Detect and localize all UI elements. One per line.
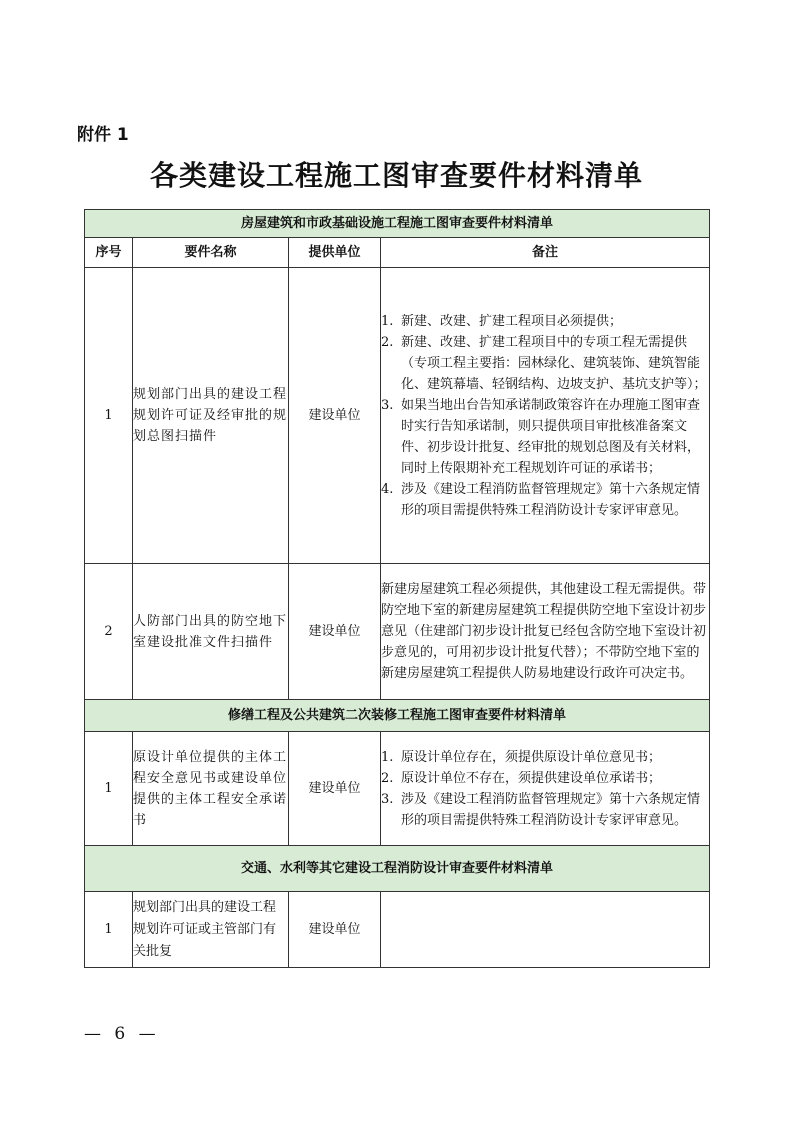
remark-item: 1. 新建、改建、扩建工程项目必须提供；: [381, 313, 623, 329]
table-row: [85, 732, 710, 846]
col-header-unit: 提供单位: [289, 238, 381, 268]
document-title: 各类建设工程施工图审查要件材料清单: [149, 159, 643, 192]
remarks-cell: [381, 892, 710, 968]
provider-unit: 建设单位: [289, 732, 381, 846]
remark-item: 3. 涉及《建设工程消防监督管理规定》第十六条规定情形的项目需提供特殊工程消防设计专家评审意见。: [381, 791, 701, 828]
provider-unit: 建设单位: [289, 268, 381, 564]
remark-item: 3. 如果当地出台告知承诺制政策容许在办理施工图审查时实行告知承诺制，则只提供项目审批核准备案文件、初步设计批复、经审批的规划总图及有关材料，同时上传限期补充工程规划许可证的承诺书；: [381, 397, 701, 476]
row-number: 1: [85, 268, 133, 564]
section-title: 房屋建筑和市政基础设施工程施工图审查要件材料清单: [85, 210, 710, 238]
requirement-name: 规划部门出具的建设工程规划许可证或主管部门有关批复: [133, 892, 289, 968]
page-number: — 6 —: [84, 1024, 160, 1044]
row-number: 1: [85, 892, 133, 968]
col-header-note: 备注: [381, 238, 710, 268]
column-header-row: [85, 238, 710, 268]
table-row: [85, 564, 710, 700]
table-row: [85, 268, 710, 564]
remarks-cell: [381, 564, 710, 700]
section-title: 交通、水利等其它建设工程消防设计审查要件材料清单: [85, 846, 710, 892]
remark-item: 2. 原设计单位不存在，须提供建设单位承诺书；: [381, 770, 662, 786]
remark-item: 1. 原设计单位存在，须提供原设计单位意见书；: [381, 749, 662, 765]
remark-text: 新建房屋建筑工程必须提供，其他建设工程无需提供。带防空地下室的新建房屋建筑工程提供防空地下室设计初步意见（住建部门初步设计批复已经包含防空地下室设计初步意见的，可用初步设计批复代替）；不带防空地下室的新建房屋建筑工程提供人防易地建设行政许可决定书。: [381, 582, 707, 681]
requirements-table: [84, 209, 710, 968]
remarks-cell: [381, 732, 710, 846]
remarks-list: [381, 311, 709, 521]
table-row: [85, 892, 710, 968]
requirement-name: 规划部门出具的建设工程规划许可证及经审批的规划总图扫描件: [133, 268, 289, 564]
section-title: 修缮工程及公共建筑二次装修工程施工图审查要件材料清单: [85, 700, 710, 732]
section-header-renovation: [85, 700, 710, 732]
section-header-building: [85, 210, 710, 238]
col-header-num: 序号: [85, 238, 133, 268]
remark-item: 4. 涉及《建设工程消防监督管理规定》第十六条规定情形的项目需提供特殊工程消防设计专家评审意见。: [381, 481, 701, 518]
provider-unit: 建设单位: [289, 892, 381, 968]
remarks-cell: [381, 268, 710, 564]
remarks-list: [381, 747, 709, 831]
provider-unit: 建设单位: [289, 564, 381, 700]
attachment-label: 附件 1: [77, 125, 129, 145]
row-number: 1: [85, 732, 133, 846]
requirement-name: 人防部门出具的防空地下室建设批准文件扫描件: [133, 564, 289, 700]
row-number: 2: [85, 564, 133, 700]
section-header-transport: [85, 846, 710, 892]
remark-item: 2. 新建、改建、扩建工程项目中的专项工程无需提供（专项工程主要指：园林绿化、建筑装饰、建筑智能化、建筑幕墙、轻钢结构、边坡支护、基坑支护等）；: [381, 334, 707, 392]
requirement-name: 原设计单位提供的主体工程安全意见书或建设单位提供的主体工程安全承诺书: [133, 732, 289, 846]
col-header-name: 要件名称: [133, 238, 289, 268]
